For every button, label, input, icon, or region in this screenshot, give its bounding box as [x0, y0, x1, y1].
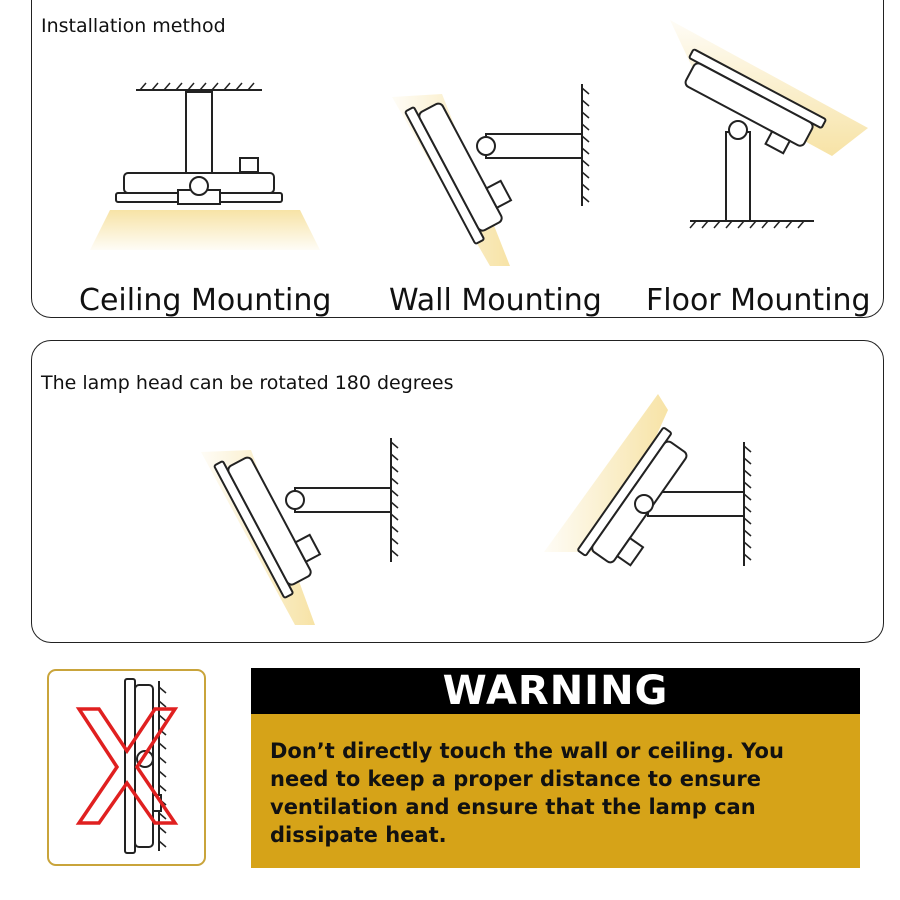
ceiling-bracket [186, 92, 212, 186]
floor-bracket [726, 132, 750, 221]
incorrect-mounting-illustration [49, 671, 203, 863]
rotation-up-hatching [744, 446, 751, 560]
wall-pivot [477, 137, 495, 155]
incorrect-lamp-glass [125, 679, 135, 853]
rotation-down-illustration [195, 420, 415, 630]
ceiling-pivot [190, 177, 208, 195]
rotation-up-illustration [540, 390, 760, 590]
wall-mounting-label: Wall Mounting [389, 283, 602, 318]
warning-heading: WARNING [251, 668, 860, 714]
rotation-up-pivot [635, 495, 653, 513]
rotation-up-bracket [648, 492, 744, 516]
wall-lamp-head [405, 87, 521, 244]
warning-text: Don’t directly touch the wall or ceiling. You need to keep a proper distance to ensure ventilation and ensure that the lamp can dissipate heat. [270, 739, 784, 847]
rotation-down-lamp-head [214, 441, 330, 598]
ceiling-hatching [140, 83, 254, 90]
wall-hatching [582, 88, 589, 202]
incorrect-mounting-box [47, 669, 206, 866]
ceiling-mounting-label: Ceiling Mounting [79, 283, 332, 318]
floor-mount-illustration [660, 10, 880, 240]
installation-title: Installation method [41, 15, 226, 37]
floor-mounting-label: Floor Mounting [646, 283, 871, 318]
rotation-down-pivot [286, 491, 304, 509]
ceiling-mount-illustration [80, 80, 340, 260]
rotation-down-hatching [391, 442, 398, 556]
ceiling-driver-box [240, 158, 258, 172]
wall-mount-illustration [380, 70, 610, 270]
floor-pivot [729, 121, 747, 139]
warning-body [251, 714, 860, 868]
rotation-down-bracket [295, 488, 391, 512]
ceiling-light-beam [90, 210, 320, 250]
floor-hatching [690, 221, 804, 228]
wall-bracket [486, 134, 582, 158]
rotation-title: The lamp head can be rotated 180 degrees [41, 372, 454, 394]
